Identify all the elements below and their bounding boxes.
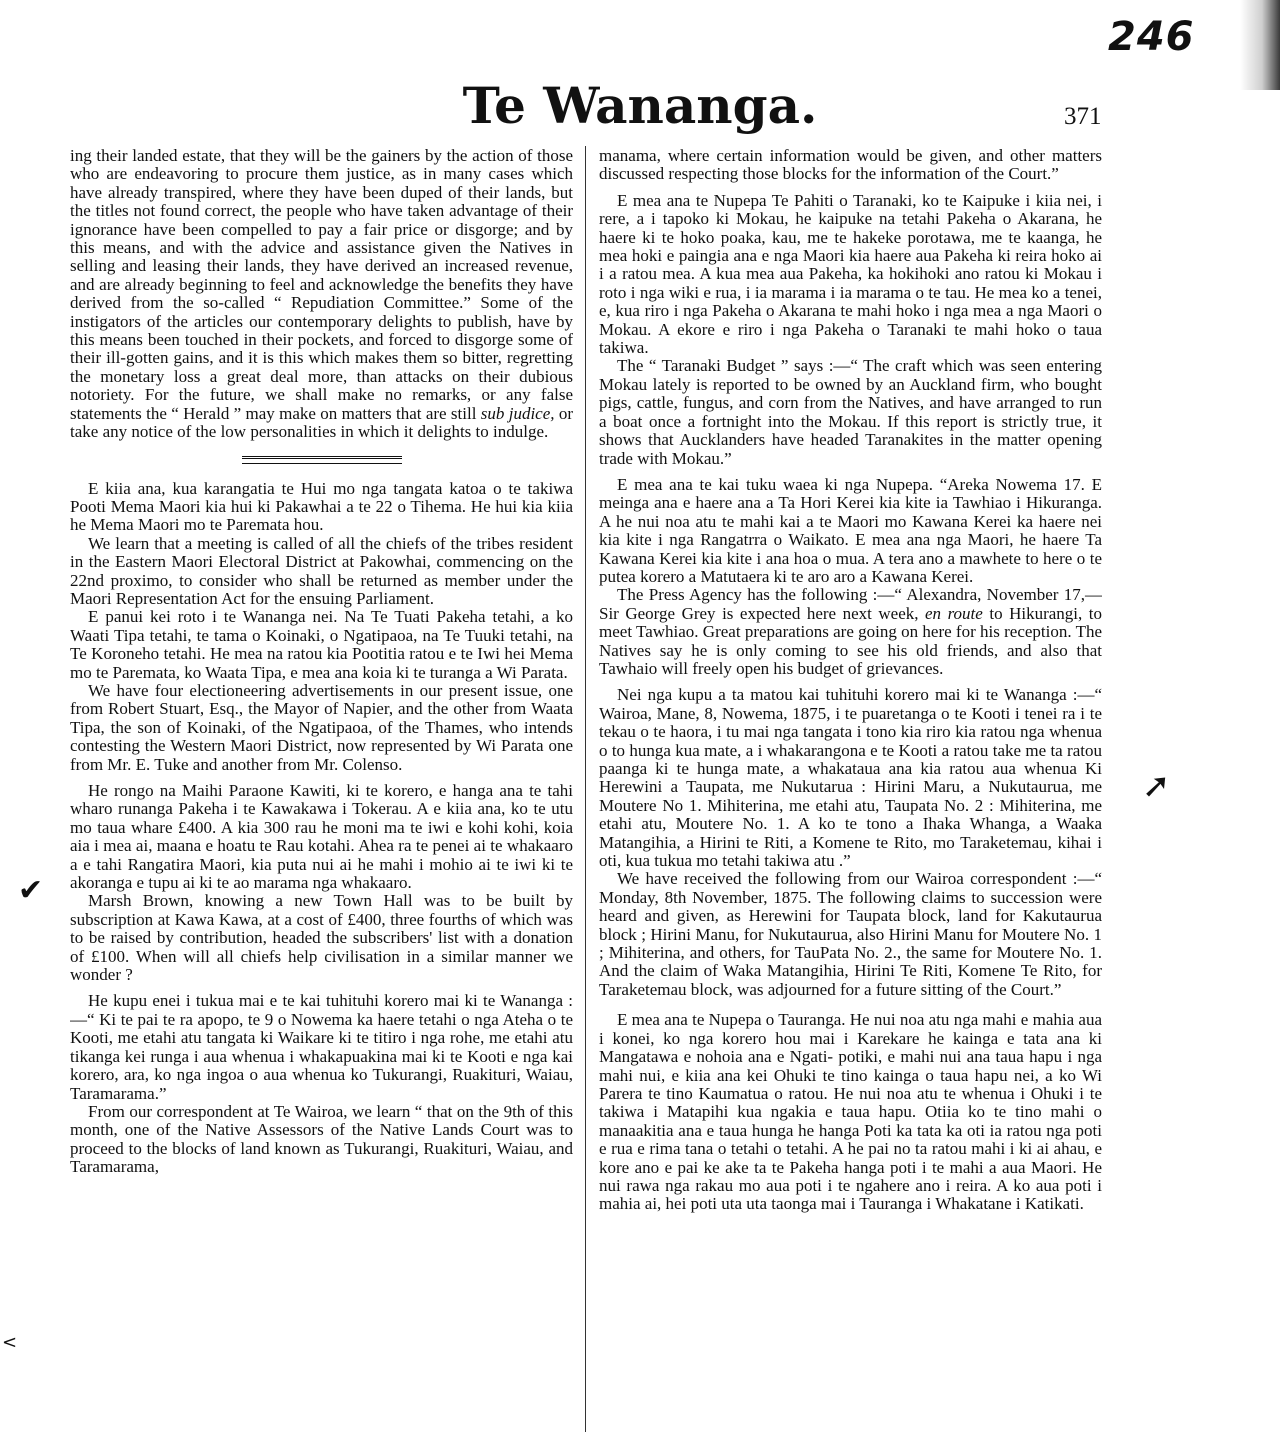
article-paragraph: E kiia ana, kua karangatia te Hui mo nga tangata katoa o te takiwa Pooti Mema Maori kia hui ki Pakawhai a te 22 o Tihema. He hui kia kiia he Mema Maori mo te Paremata hou. xyxy=(70,478,573,535)
article-paragraph: ing their landed estate, that they will be the gainers by the action of those who are endeavoring to procure them justice, as in many cases which have already transpired, where they have been duped of their lands, but the titles not found correct, the people who have taken advantage of their ignorance have been compelled to pay a fair price or disgorge; and by this means, and with the advice and assistance given the Natives in selling and leasing their lands, they have derived an increased revenue, and are already beginning to feel and acknowledge the benefits they have derived from the so-called “ Repudiation Committee.” Some of the instigators of the articles our contemporary delights to publish, have by this means been touched in their pockets, and forced to disgorge some of their ill-gotten gains, and it is this which makes them so bitter, regretting the monetary loss a great deal more, than attacks on their dubious notoriety. For the future, we shall make no remarks, or any false statements the “ Herald ” may make on matters that are still sub judice, or take any notice of the low personalities in which it delights to indulge. xyxy=(70,147,573,442)
article-paragraph: He kupu enei i tukua mai e te kai tuhituhi korero mai ki te Wananga :—“ Ki te pai te ra apopo, te 9 o Nowema ka haere tetahi o nga Ateha o te Kooti, me etahi atu tangata ki Waikare ki te titiro i nga rohe, me etahi atu tikanga kei runga i aua whenua i whakapuakina mai ki te Kooti e nga kai korero, ara, ko nga ingoa o aua whenua ko Tukurangi, Ruakituri, Waiau, Taramarama.” xyxy=(70,991,573,1103)
article-paragraph: manama, where certain information would be given, and other matters discussed respecting those blocks for the information of the Court.” xyxy=(599,147,1102,184)
newspaper-title: Te Wananga. xyxy=(462,76,818,135)
article-paragraph: The “ Taranaki Budget ” says :—“ The craft which was seen entering Mokau lately is reported to be owned by an Auckland firm, who bought pigs, cattle, fungus, and corn from the Natives, and have arranged to run a boat once a fortnight into the Mokau. If this report is strictly true, it shows that Aucklanders have headed Taranakites in the matter opening trade with Mokau.” xyxy=(599,356,1102,468)
article-paragraph: The Press Agency has the following :—“ Alexandra, November 17,—Sir George Grey is expected here next week, en route to Hikurangi, to meet Tawhiao. Great preparations are going on here for his reception. The Natives say he is only coming to see his old friends, and also that Tawhaio will freely open his budget of grievances. xyxy=(599,585,1102,678)
article-paragraph: E panui kei roto i te Wananga nei. Na Te Tuati Pakeha tetahi, a ko Waati Tipa tetahi, te tama o Koinaki, o Ngatipaoa, na Te Tuuki tetahi, na Te Koroneho tetahi. He mea na ratou kia Pootitia ratou e te Iwi hei Mema mo te Paremata, ko Waata Tipa, e mea ana koia ki te turanga a Wi Parata. xyxy=(70,607,573,682)
article-paragraph: We have four electioneering advertisements in our present issue, one from Robert Stuart, Esq., the Mayor of Napier, and the other from Waata Tipa, the son of Koinaki, of the Ngatipaoa, of the Thames, who intends contesting the Western Maori District, now represented by Wi Parata one from Mr. E. Tuke and another from Mr. Colenso. xyxy=(70,680,573,774)
article-paragraph: Nei nga kupu a ta matou kai tuhituhi korero mai ki te Wananga :—“ Wairoa, Mane, 8, Nowema, 1875, i te puaretanga o te Kooti i tenei ra i te tekau o te haora, i tu mai nga tangata i tono kia riro kia ratou nga whenua o to hunga kua mate, a i whakarangona e te Kooti a ratou take me ta ratou paanga ki te hunga mate, a whakataua ana kia ratou aua whenua Ki Herewini a Taupata, me Nukutarua : Hirini Maru, a Nukutaurua, me Moutere No 1. Mihiterina, me etahi atu, Taupata No. 2 : Mihiterina, me etahi atu, Moutere No. 1. A ko te tono a Ihaka Whanga, a Waaka Matangihia, a Hirini te Riti, a Komene te Rito, mo Taraketemau, kihai i oti, kua tukua mo tetahi takiwa atu .” xyxy=(599,685,1102,871)
margin-arrow-mark: ➚ xyxy=(1142,766,1171,806)
article-paragraph: E mea ana te Nupepa Te Pahiti o Taranaki, ko te Kaipuke i kiia nei, i rere, a i tapoko ki Mokau, he kaipuke na tetahi Pakeha o Akarana, he haere ki te hoko poaka, kau, me te hakeke porotawa, me te kaanga, he mea hoki e paingia ana e nga Maori kia haere aua Pakeha ki reira hoko ai i a ratou mea. A kua mea aua Pakeha, ka hokihoki ano ratou ki Mokau i roto i nga wiki e rua, i ia marama i ia marama o te tau. He mea ko a tenei, e, kua riro i nga Pakeha o Akarana te mahi hoko i nga mea a nga Maori o Mokau. A ekore e riro i nga Pakeha o Taranaki te mahi hoko o taua takiwa. xyxy=(599,190,1102,358)
left-column xyxy=(70,147,573,1432)
handwritten-page-number: 246 xyxy=(1108,14,1195,60)
margin-tick-mark: < xyxy=(2,1332,18,1353)
column-divider xyxy=(585,146,586,1432)
right-column xyxy=(599,147,1102,1432)
article-paragraph: We learn that a meeting is called of all the chiefs of the tribes resident in the Eastern Maori Electoral District at Pakowhai, commencing on the 22nd proximo, to consider who shall be returned as member under the Maori Representation Act for the ensuing Parliament. xyxy=(70,533,573,608)
article-paragraph: He rongo na Maihi Paraone Kawiti, ki te korero, e hanga ana te tahi wharo runanga Pakeha i te Kawakawa i Tokerau. A e kiia ana, ko te utu mo taua whare £400. A kia 300 rau he moni ma te iwi e kohi kohi, koia aia i mea ai, maana e hoatu te Rau kotahi. Ahea ra te penei ai te whakaaro a e tahi Rangatira Maori, kia puta nui ai he mahi i mohio ai te iwi ki te akoranga e tupu ai ki te ao marama nga whakaaro. xyxy=(70,781,573,893)
page-number: 371 xyxy=(1064,103,1102,130)
margin-check-mark: ✔ xyxy=(18,873,44,908)
article-paragraph: E mea ana te kai tuku waea ki nga Nupepa. “Areka Nowema 17. E meinga ana e haere ana a Ta Hori Kerei kia kite ia Tawhiao i Hikuranga. A he nui noa atu te mahi kai a te Maori mo Kawana Kerei ka haere nei kia kite i nga Rangatrra o Waikato. E mea ana nga Maori, he haere Ta Kawana Kerei kia kite i ana hoa o mua. A tera ano a mawhete to here o te putea korero a Matutaera ki te aro aro a Kawana Kerei. xyxy=(599,474,1102,586)
section-rule xyxy=(242,456,402,464)
article-paragraph: From our correspondent at Te Wairoa, we learn “ that on the 9th of this month, one of the Native Assessors of the Native Lands Court was to proceed to the blocks of land known as Tukurangi, Ruakituri, Waiau, and Taramarama, xyxy=(70,1101,573,1177)
article-paragraph: Marsh Brown, knowing a new Town Hall was to be built by subscription at Kawa Kawa, at a cost of £400, three fourths of which was to be raised by contribution, headed the subscribers' list with a donation of £100. When will all chiefs help civilisation in a similar manner we wonder ? xyxy=(70,891,573,985)
article-paragraph: We have received the following from our Wairoa correspondent :—“ Monday, 8th November, 1875. The following claims to succession were heard and given, as Herewini for Taupata block, land for Kakutaurua block ; Hirini Manu, for Nukutaurua, also Hirini Manu for Moutere No. 1 ; Mihiterina, and others, for TauPata No. 2., the same for Moutere No. 1. And the claim of Waka Matangihia, Hirini Te Riti, Komene Te Rito, for Taraketemau block, was adjourned for a future sitting of the Court.” xyxy=(599,869,1102,999)
article-paragraph: E mea ana te Nupepa o Tauranga. He nui noa atu nga mahi e mahia aua i konei, ko nga korero hou mai i Karekare he kainga e tata ana ki Mangatawa e nohoia ana e Ngati- potiki, e mahi nui ana taua hapu i nga mahi nui, e kiia ana kei Ohuki te tino kainga o taua hapu nei, a ko Wi Parera te tino Kaumatua o ratou. He nui noa atu te whenua i Ohuki i te takiwa i Matapihi kua ngakia e taua hapu. Otiia ko te tino mahi o manaakitia ana e taua hunga he hanga Poti ka tata ka oti ia ratou nga poti e rua e rima tana o tetahi o tetahi. A he pai no ta ratou mahi i ki ai ahau, e kore ano e pai ke ake ta te Pakeha hanga poti i te mahi a aua Maori. He nui rawa nga rakau mo aua poti i te ngahere ano i reira. A ko aua poti i mahia ai, hei poti uta uta taonga mai i Tauranga i Whakatane i Katikati. xyxy=(599,1010,1102,1214)
